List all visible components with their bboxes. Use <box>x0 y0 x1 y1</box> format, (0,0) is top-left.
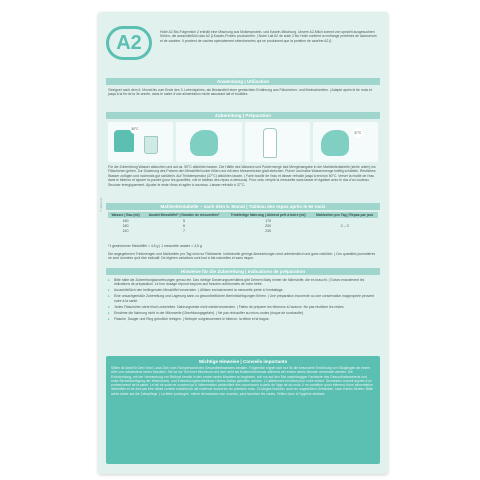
table-cell: 200 <box>265 223 272 228</box>
water-cup-icon <box>144 136 158 154</box>
intro-text: Holle A2 Bio-Folgemilch 2 enthält eine Mischung aus Molkenprotein- und Kasein-Mischung. Unsere A2-Milch kommt von speziell ausgesuchten Kühen, die ausschließlich das A2 β-Kasein-Protein produzieren. | Notre Lait A2 de suite 2 bio Holle contient un mélange protéines de lactosérum et de caséine. Il provient de vaches spécialement sélectionnées qui ne produisent que la protéine de caséine A2 β. <box>160 30 377 43</box>
table-cell: 210 <box>122 229 129 234</box>
table-header: Wasser | Eau (ml) <box>108 212 143 218</box>
hand-bottle-icon <box>321 130 349 156</box>
a2-logo: A2 <box>106 26 152 60</box>
product-leaflet <box>98 12 388 474</box>
table-cell: 2 – 3 <box>340 223 349 228</box>
temp-badge-37: 37°C <box>353 128 363 138</box>
step-boil-water <box>108 122 173 162</box>
table-header: Trinkfertige Nahrung | Aliment prêt à boire (ml) <box>225 212 311 218</box>
table-cell: 5 <box>183 218 186 223</box>
table-header: Anzahl Messlöffel* | Nombre de mesurettes* <box>143 212 225 218</box>
table-cell: 6 <box>183 223 186 228</box>
prep-text: Für die Zubereitung Wasser abkochen und auf ca. 50°C abkühlen lassen. Die Hälfte des Wassers und Pulvermenge laut Mengenangabe in der Mahlzeitentabelle (siehe unten) ins Fläschchen geben. Zur Dosierung des Pulvers den Messlöffel locker füllen und mit dem Messerrücken glatt streichen. Pulver und halbe Wassermenge kräftig schütteln. Restliches Wasser zufügen und nochmals gut schütteln. Auf Trinktemperatur (37°C) abkühlen lassen. | Faire bouillir de l'eau et laisser refroidir jusqu'à environ 50°C. Verser la moitié de l'eau dans le biberon et ajouter la poudre (pour les quantités, voir le tableau des repas ci-dessous). Pour cela, remplir la mesurette sans tasser et égaliser avec le dos d'un couteau. Secouer énergiquement. Ajouter le reste d'eau et agiter à nouveau. Laisser refroidir à 37°C. <box>108 165 376 187</box>
temp-badge-50: 50°C <box>130 124 140 134</box>
feeding-table <box>108 212 378 234</box>
table-cell: 7 <box>183 229 186 234</box>
section-title-prep: Zubereitung | Préparation <box>106 112 380 119</box>
scoop-icon <box>190 130 218 156</box>
table-cell: 170 <box>265 218 272 223</box>
list-item: ▸ Erwärme die Nahrung nicht in der Mikrowelle (Überhitzungsgefahr). | Ne pas réchauffer au micro-ondes (risque de surchauffe). <box>108 311 378 315</box>
table-cell: 230 <box>265 229 272 234</box>
warnings-box <box>106 356 380 464</box>
table-row <box>108 229 378 234</box>
step-shake <box>245 122 310 162</box>
bottle-icon <box>263 128 277 158</box>
table-cell <box>311 229 378 234</box>
preparation-illustrations <box>108 122 378 162</box>
table-header: Mahlzeiten pro Tag | Repas par jour <box>311 212 378 218</box>
section-title-warnings: Wichtige Hinweise | Conseils importants <box>198 359 288 364</box>
side-copyright: © Hipp/Holle <box>100 197 103 212</box>
step-cool <box>313 122 378 162</box>
list-item: ▸ Flasche, Sauger und Ring gründlich reinigen. | Nettoyer soigneusement le biberon, la tétine et la bague. <box>108 317 378 321</box>
section-title-use: Anwendung | Utilisation <box>106 78 380 85</box>
table-cell: 150 <box>122 218 129 223</box>
list-item: ▸ Jedes Fläschchen stets frisch zubereiten. Nahrungsreste nicht wiederverwenden. | Faites de préparer les biberons à l'avance. Ne pas réutiliser les restes. <box>108 305 378 309</box>
section-title-table: Mahlzeitentabelle – nach dem 6. Monat | Tableau des repas après le 6e mois <box>106 203 380 210</box>
list-item: ▸ Ausschließlich den beiliegenden Messlöffel verwenden. | Utilisez exclusivement la mesurette jointe à l'emballage. <box>108 288 378 292</box>
warnings-text: Stillen ist ideal für Dein Kind. Lass Dich vom Fachpersonal des Gesundheitswesens beraten. Folgemilch eignet sich nur für die besondere Ernährung von Säuglingen ab einem Alter von mindestens sechs Monaten. Sie ist nur Teil einer Mischkost und darf nicht als Muttermilchersatz während der ersten sechs Monate verwendet werden. Die Entscheidung, mit der Verwendung von Beikost bereits in den ersten sechs Monaten zu beginnen, soll nur auf den Rat unabhängiger Fachleute des Gesundheitswesens und unter Berücksichtigung der Wachstums- und Entwicklungsbedürfnisse Deines Babys getroffen werden. | L'allaitement est idéal pour votre enfant. Demandez conseil auprès d'un professionnel de la santé. Le lait de suite ne convient qu'à l'alimentation particulière des nourrissons à partir de l'âge de six mois. Il ne constitue qu'un élément d'une alimentation diversifiée et ne doit pas être utilisé comme substitut du lait maternel durant les six premiers mois. Zu langes Nuckeln, auch an ungesüßten Getränken, kann Karies fördern. Bitte achte daher auf die Zahnpflege. | La tétée prolongée, même de boissons non sucrées, peut favoriser les caries. Veillez donc à l'hygiène dentaire. <box>111 366 373 396</box>
table-cell: 180 <box>122 223 129 228</box>
hints-block <box>108 278 378 323</box>
use-text: Geeignet nach dem 6. Monat bis zum Ende des 3. Lebensjahres, als Bestandteil einer gemischten Ernährung aus Fläschchen- und Breimahlzeiten. | Adapté après le 6e mois et jusqu'à la fin de la 3e année, dans le cadre d'une alimentation mixte associant lait et bouillies. <box>108 88 372 97</box>
section-title-hints: Hinweise für die Zubereitung | Indications de préparation <box>106 268 380 275</box>
list-item: ▸ Eine unsachgemäße Zubereitung und Lagerung kann zu gesundheitlichen Beeinträchtigungen führen. | Une préparation incorrecte ou une conservation inappropriée peuvent nuire à la santé. <box>108 294 378 303</box>
kettle-icon <box>114 130 134 152</box>
list-item: ▸ Bitte halte die Zubereitungsanweisungen genau ein. Das richtige Dosierungsverhältnis gibt Deinem Baby immer die Nährstoffe, die es braucht. | Suivez exactement les indications de préparation. Le bon dosage répond toujours aux besoins nutritionnels de votre bébé. <box>108 278 378 287</box>
table-note: Die angegebenen Trinkmengen und Mahlzeiten pro Tag sind nur Richtwerte. Individuelle geringe Abweichungen sind unbedenklich und ganz natürlich. | Ces quantités journalières ne sont données qu'à titre indicatif. De légères variations sont tout à fait naturelles et sans risque. <box>108 252 376 261</box>
step-add-powder <box>176 122 241 162</box>
hints-list <box>108 278 378 321</box>
table-footnote: *1 gestrichener Messlöffel = 4,5 g | 1 mesurette arasée = 4,5 g <box>108 244 202 248</box>
